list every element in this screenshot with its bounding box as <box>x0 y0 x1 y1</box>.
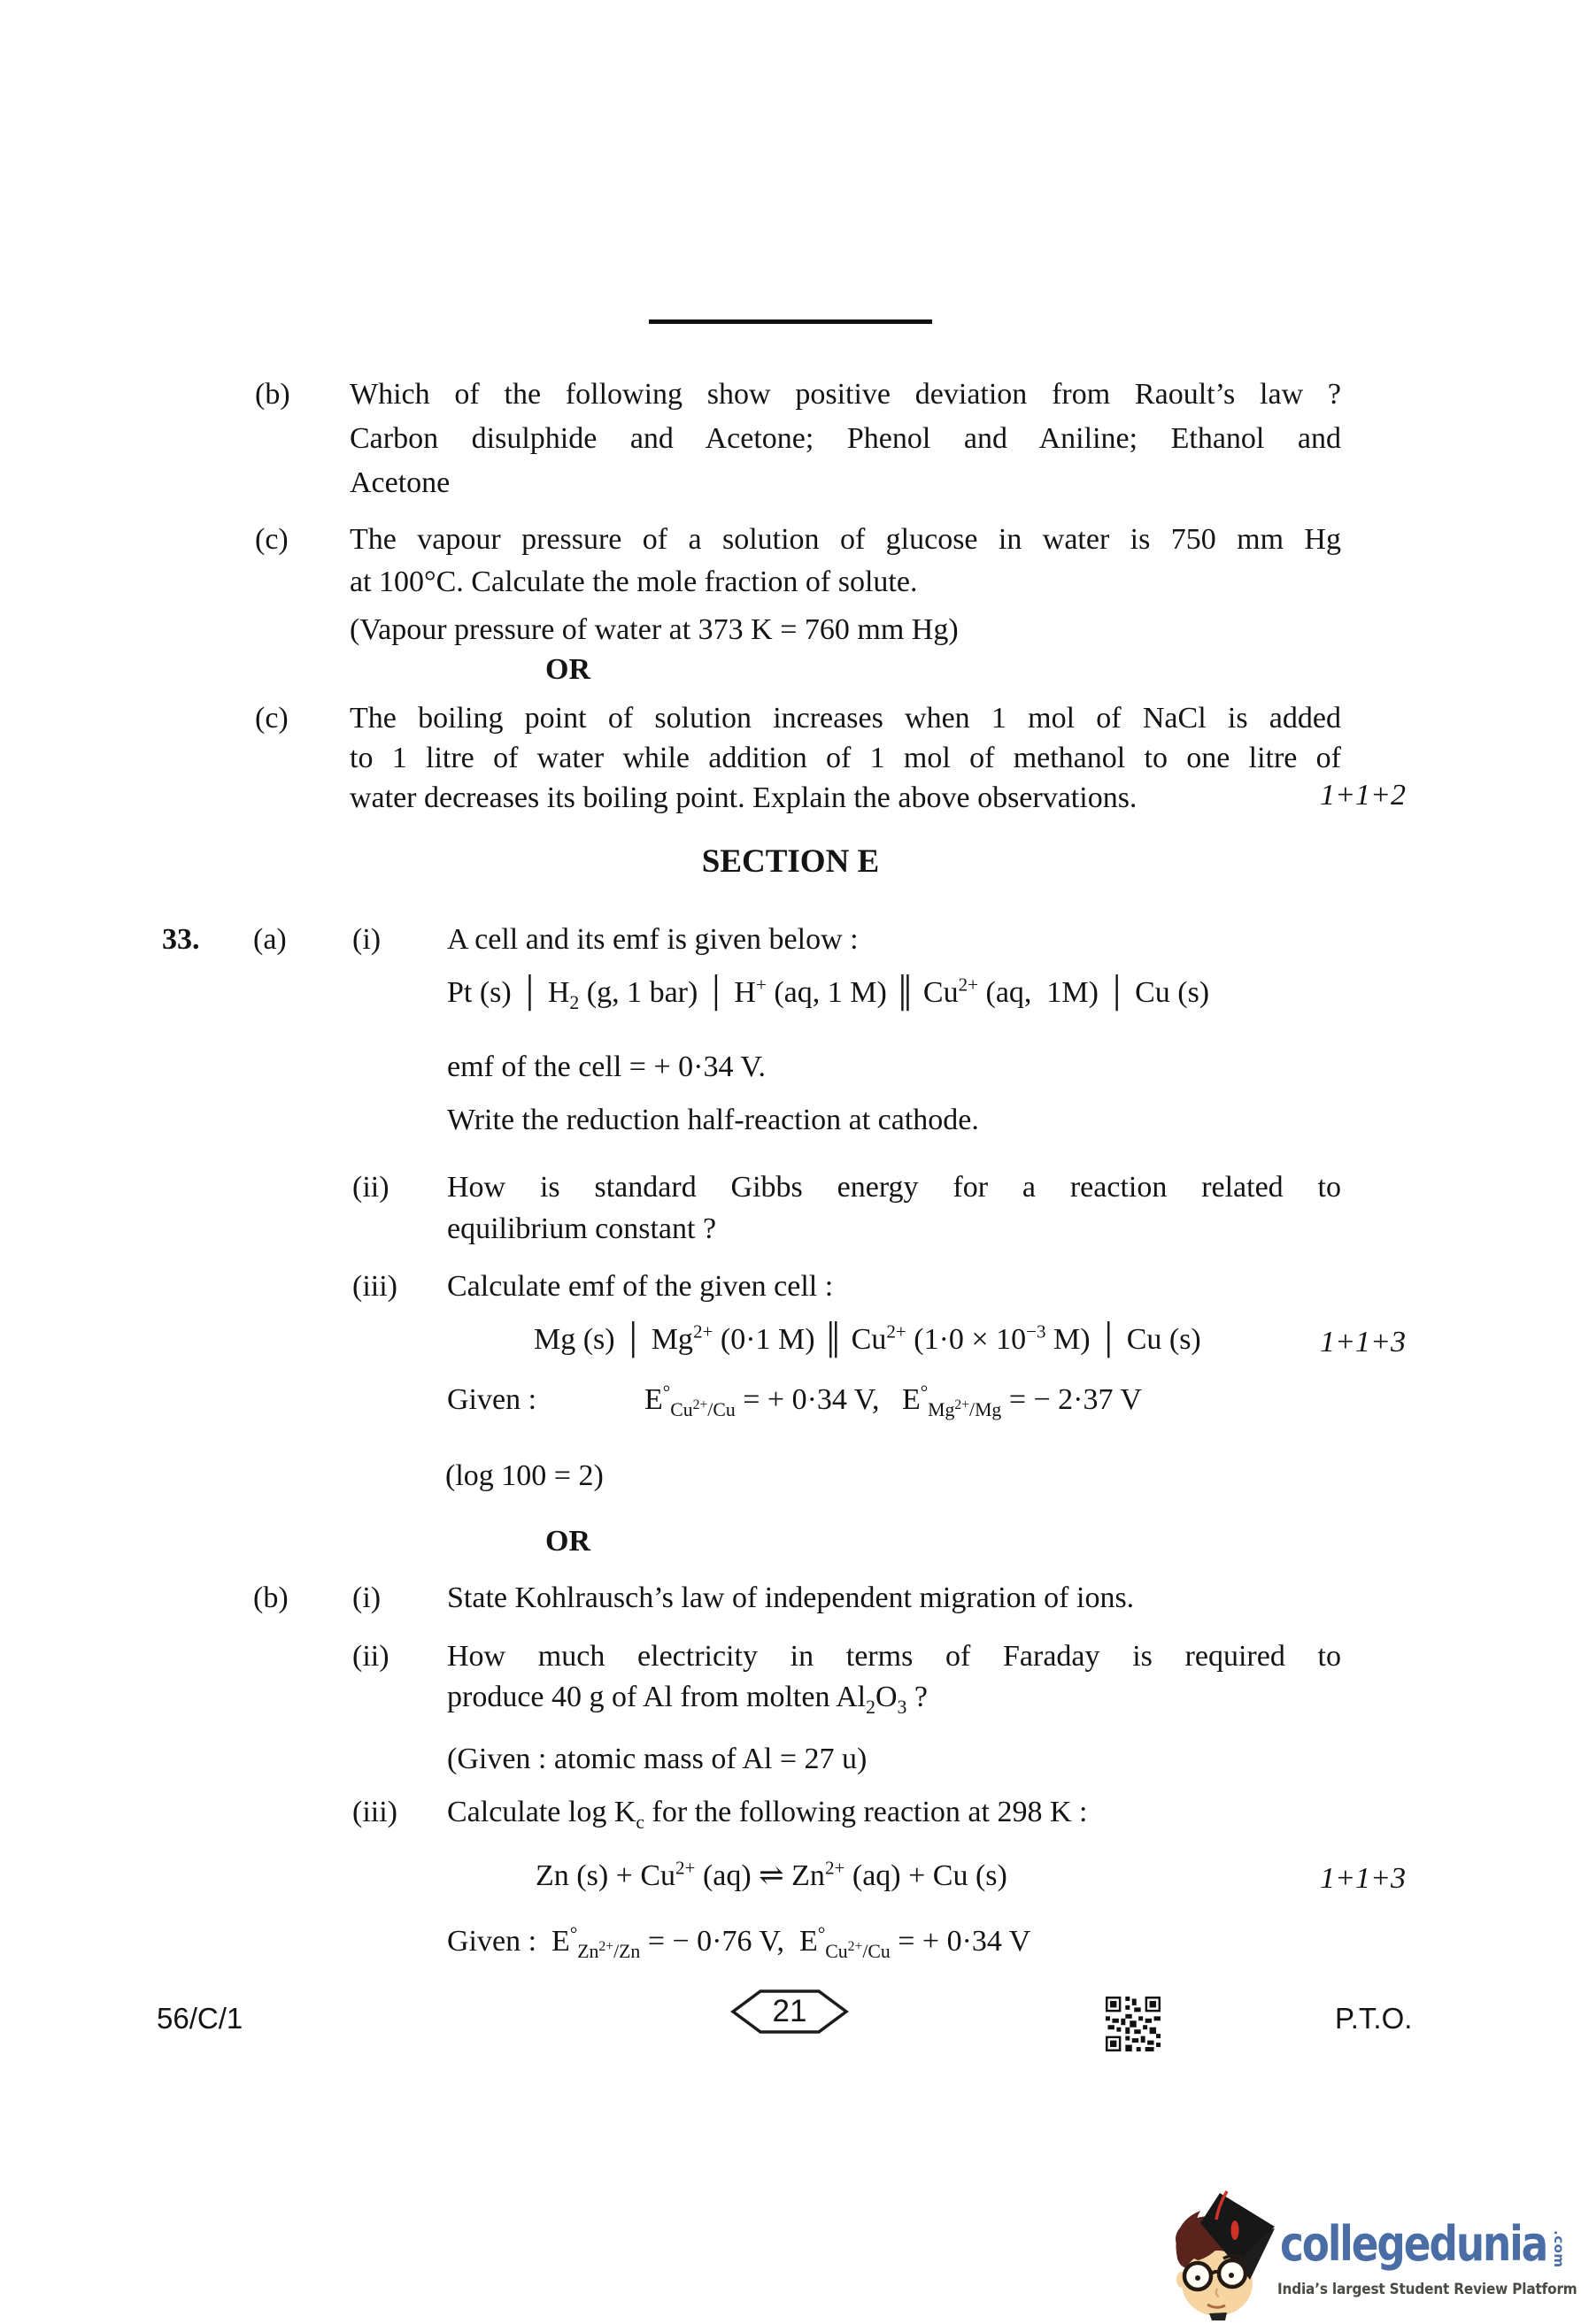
emf-value-line: emf of the cell = + 0·34 V. <box>447 1050 767 1083</box>
part-b2-label: (b) <box>253 1581 289 1614</box>
b-subpart-ii-label: (ii) <box>352 1640 389 1673</box>
part-c1-note: (Vapour pressure of water at 373 K = 760 mm Hg) <box>350 613 959 646</box>
given-label: Given : <box>447 1383 537 1416</box>
log-note: (log 100 = 2) <box>445 1459 604 1492</box>
subpart-iii-prompt: Calculate emf of the given cell : <box>447 1270 834 1303</box>
part-c2-line-1: The boiling point of solution increases when 1 mol of NaCl is added <box>350 702 1341 735</box>
marks-q32: 1+1+2 <box>1320 779 1406 812</box>
subpart-i-prompt: A cell and its emf is given below : <box>447 923 859 956</box>
or-divider-1: OR <box>545 653 590 686</box>
standard-potentials-a: $E^\circ_{Cu^{2+}/Cu}$ = + 0·34 V, $E^\circ_{Mg^{2+}/Mg}$ = − 2·37 V <box>644 1381 1142 1420</box>
divider-line <box>649 319 932 324</box>
collegedunia-mascot <box>1165 2184 1280 2322</box>
question-number: 33. <box>162 923 200 956</box>
cell-notation-mg-cu: Mg (s) │ $Mg^{2+}$ (0·1 M) ║ $Cu^{2+}$ ($1\cdot 0 \times 10^{-3}$ M) │ Cu (s) <box>534 1320 1201 1356</box>
subpart-ii-label: (ii) <box>352 1171 389 1204</box>
collegedunia-tagline: India’s largest Student Review Platform <box>1277 2281 1577 2298</box>
faraday-line-1: How much electricity in terms of Faraday is required to <box>447 1640 1341 1673</box>
collegedunia-wordmark: collegedunia <box>1280 2216 1547 2272</box>
part-c1-line-2: at 100°C. Calculate the mole fraction of solute. <box>350 566 918 598</box>
subpart-i-label: (i) <box>352 923 382 956</box>
part-c1-label: (c) <box>255 523 289 556</box>
faraday-line-2: produce 40 g of Al from molten $Al_2O_3$ ? <box>447 1681 929 1718</box>
part-c1-line-1: The vapour pressure of a solution of glucose in water is 750 mm Hg <box>350 523 1341 556</box>
part-b-label: (b) <box>255 378 290 411</box>
cell-notation-pt-h2-cu: Pt (s) │ $H_2$ (g, 1 bar) │ H+ (aq, 1 M) ║ $Cu^{2+}$ (aq, 1M) │ Cu (s) <box>447 973 1210 1013</box>
standard-potentials-b: Given : $E^\circ_{Zn^{2+}/Zn}$ = − 0·76 V, $E^\circ_{Cu^{2+}/Cu}$ = + 0·34 V <box>447 1922 1031 1962</box>
part-c2-line-2: to 1 litre of water while addition of 1 mol of methanol to one litre of <box>350 742 1341 774</box>
part-b-line-3: Acetone <box>350 466 451 499</box>
part-b-line-1: Which of the following show positive deviation from Raoult’s law ? <box>350 378 1341 411</box>
qr-code <box>1106 1997 1161 2051</box>
atomic-mass-note: (Given : atomic mass of Al = 27 u) <box>447 1743 868 1775</box>
gibbs-question-line-1: How is standard Gibbs energy for a reaction related to <box>447 1171 1341 1204</box>
gibbs-question-line-2: equilibrium constant ? <box>447 1212 717 1245</box>
cathode-question: Write the reduction half-reaction at cathode. <box>447 1104 979 1136</box>
marks-q33a: 1+1+3 <box>1320 1326 1406 1358</box>
paper-code: 56/C/1 <box>157 2002 243 2035</box>
page-number-badge <box>729 1988 850 2035</box>
zn-cu-reaction: Zn $(s) + Cu^{2+}$ (aq) ⇌ $Zn^{2+}$ (aq) + Cu (s) <box>536 1857 1007 1892</box>
part-a-label: (a) <box>253 923 287 956</box>
pto-label: P.T.O. <box>1335 2002 1413 2035</box>
collegedunia-domain: .com <box>1551 2230 1567 2268</box>
part-c2-line-3: water decreases its boiling point. Explain the above observations. <box>350 781 1138 814</box>
part-c2-label: (c) <box>255 702 289 735</box>
logkc-prompt: Calculate $\log K_c$ for the following reaction at 298 K : <box>447 1796 1088 1833</box>
marks-q33b: 1+1+3 <box>1320 1862 1406 1895</box>
section-heading: SECTION E <box>701 843 880 880</box>
part-b-line-2: Carbon disulphide and Acetone; Phenol and Aniline; Ethanol and <box>350 422 1341 455</box>
kohlrausch-prompt: State Kohlrausch’s law of independent migration of ions. <box>447 1581 1135 1614</box>
b-subpart-iii-label: (iii) <box>352 1796 397 1828</box>
b-subpart-i-label: (i) <box>352 1581 382 1614</box>
page-number: 21 <box>772 1994 807 2028</box>
or-divider-2: OR <box>545 1525 590 1558</box>
subpart-iii-label: (iii) <box>352 1270 397 1303</box>
